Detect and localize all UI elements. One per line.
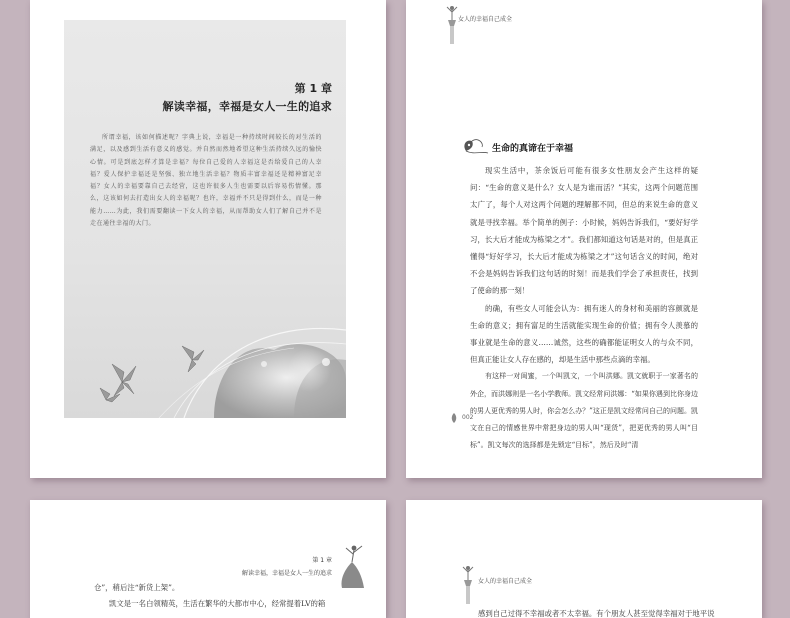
section-title: 生命的真谛在于幸福: [492, 144, 574, 154]
body-text: [94, 580, 334, 612]
running-head-chapter: [242, 554, 332, 580]
chapter-number: 第 1 章: [294, 82, 332, 95]
book-page-right-top: [406, 0, 762, 478]
section-body: [470, 162, 698, 454]
running-head-chapter-number: 第 1 章: [312, 557, 332, 564]
chapter-opener-panel: [64, 20, 346, 418]
dancer-icon: [338, 544, 366, 590]
ballerina-icon: [446, 4, 458, 46]
book-page-right-bottom: [406, 500, 762, 618]
chapter-intro-text: 所谓幸福，该如何描述呢？字典上说，幸福是一种持续时间较长的对生活的满足，以及感到生活有意义的感觉。并自然而然地希望这种生活持续久远的愉快心情。可是到底怎样才算是幸福？每位自己爱的人幸福这是否给爱自己的人幸福？爱人保护幸福还是坚强、独立地生活幸福？物质丰富幸福还是精神富足幸福？女人的幸福要靠自己去经营，这也许很多人生也需要以后容易伤情懂。那么，这该如何去打造出女人的幸福呢？也许，幸福并不只是得到什么，而是一种能力……为此，我们需要翻读一下女人的幸福，从而帮助女人们了解自己并不是走在通往幸福的大门。: [90, 134, 322, 228]
running-head: 女人的幸福自己成全: [478, 578, 533, 585]
chapter-title: 解读幸福，幸福是女人一生的追求: [162, 100, 332, 113]
running-head: 女人的幸福自己成全: [458, 16, 513, 23]
flower-icon: [460, 137, 490, 157]
paragraph: 现实生活中，茶余饭后可能有很多女性朋友会产生这样的疑问：“生命的意义是什么？女人是为谁而活？”其实，这两个问题范围太广了，每个人对这两个问题的理解都不同，但总的来说生命的意义就是寻找幸福。举个简单的例子：小时候，妈妈告诉我们，“要好好学习，长大后才能成为栋梁之才”。我们都知道这句话是对的，但是真正懂得“好好学习，长大后才能成为栋梁之才”这句话含义的时间，绝对不会是妈妈告诉我们这句话的时刻！而是我们学会了承担责任，找到了使命的那一刻！: [470, 166, 698, 296]
book-page-left-top: [30, 0, 386, 478]
text-line: 感到自己过得不幸福或者不太幸福。有个朋友人甚至觉得幸福对于地平说: [478, 609, 715, 618]
text-line: 凯文是一名白领精英，生活在繁华的大都市中心，经常提着LV的箱: [109, 599, 326, 608]
ballerina-icon: [462, 564, 474, 606]
running-head-chapter-title: 解读幸福，幸福是女人一生的追求: [241, 570, 332, 577]
paragraph: 有这样一对闺蜜，一个叫凯文，一个叫洪娜。凯文就职于一家著名的外企，而洪娜则是一名小学教师。凯文经常问洪娜：“如果你遇到比你身边的男人更优秀的男人时，你会怎么办？”这正是凯文经常问自己的问题。凯文在自己的情感世界中常把身边的男人叫“现货”，把更优秀的男人叫“目标”。凯文每次的选择都是先锁定“目标”，然后及时“清: [470, 372, 698, 450]
paragraph: 的确，有些女人可能会认为：拥有迷人的身材和美丽的容颜就是生命的意义；拥有富足的生活就能实现生命的价值；拥有令人羡慕的事业就是生命的意义……诚然，这些的确都能证明女人的与众不同，但真正能让女人存在感的，却是生活中那些点滴的幸福。: [470, 303, 698, 365]
text-line: 仓”，稍后注“新货上架”。: [94, 583, 180, 592]
page-number: 002: [462, 414, 474, 421]
folio-leaf-icon: [451, 413, 457, 423]
book-page-left-bottom: [30, 500, 386, 618]
butterfly-decoration-icon: [64, 300, 346, 418]
